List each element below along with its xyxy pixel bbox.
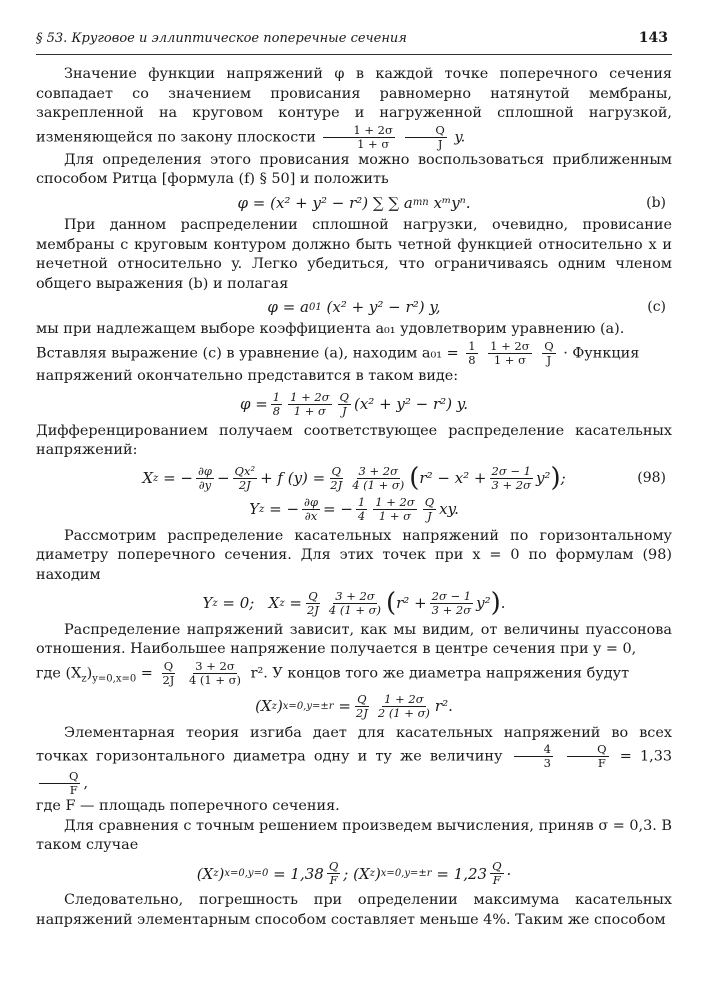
paragraph: напряжений окончательно представится в таком виде: [36, 367, 459, 384]
equation-98: X z = − $\frac{\partial\varphi}{\partial y}$ − $\frac{\text{Qx²}}{2J}$ + f (y) = $\frac{Q}{2J}$ 3 + 2σ 4 (1 + σ) ( r² − x² + $\frac{2\sigma - 1}{3 + 2\sigma}$ y² ) ; (98) [142, 463, 666, 494]
paragraph: При данном распределении сплошной нагрузки, очевидно, провисание мембраны с круговым контуром должно быть четной функцией относительно x и нечетной относительно y. Легко убедиться, что ограничиваясь одним членом общего выражения (b) и полагая [36, 216, 672, 292]
paragraph: где F — площадь поперечного сечения. [36, 798, 340, 815]
header-rule [36, 54, 672, 55]
page [36, 30, 672, 930]
equation-x0: Y z = 0; X z = $\frac{Q}{2J}$ 3 + 2σ 4 (1 + σ) ( r² + $\frac{2\sigma - 1}{3 + 2\sigma}$ y² ) . [202, 588, 506, 618]
paragraph: где $(X_z)_{y=0,x=0}$ = $\frac{Q}{2J}$ $\frac{3 + 2\sigma}{4 (1 + \sigma)}$ r². У концов того же диаметра напряжения будут [36, 658, 630, 687]
paragraph: Элементарная теория изгиба дает для касательных напряжений во всех точках горизонтального диаметра одну и ту же величину $\frac{4}{3}$ $\frac{Q}{F}$ = 1,33 $\frac{Q}{F}$ , [36, 724, 672, 798]
paragraph: Для определения этого провисания можно воспользоваться приближенным способом Ритца [формула (f) § 50] и положить [36, 151, 672, 188]
paragraph: Дифференцированием получаем соответствующее распределение касательных напряжений: [36, 422, 672, 459]
equation-yz: Y z = − $\frac{\partial\varphi}{\partial x}$ = − $\frac{1}{4}$ 1 + 2σ 1 + σ Q J xy. [249, 494, 459, 523]
page-number: 143 [638, 30, 668, 46]
equation-numeric: (X z ) x=0,y=0 = 1,38 Q F ; (X z ) x=0,y=±r = 1,23 Q F · [196, 859, 512, 888]
paragraph: Распределение напряжений зависит, как мы видим, от величины пуассонова отношения. Наибольшее напряжение получается в центре сечения при y = 0, [36, 621, 672, 658]
equation-b: φ = (x² + y² − r²) ∑ ∑ a mn xᵐyⁿ. (b) [237, 193, 666, 212]
equation-xr: (X z ) x=0,y=±r = $\frac{Q}{2J}$ 1 + 2σ 2 (1 + σ) r². [255, 691, 453, 720]
fraction: $\frac{1 + 2\sigma}{1 + \sigma}$ [323, 124, 394, 151]
section-title: § 53. Круговое и эллиптическое поперечные сечения [36, 31, 407, 46]
fraction: $\frac{Q}{J}$ [405, 124, 446, 151]
paragraph: мы при надлежащем выборе коэффициента a₀₁ удовлетворим уравнению (a). [36, 321, 625, 338]
paragraph: Следовательно, погрешность при определении максимума касательных напряжений элементарным способом составляет меньше 4%. Таким же способом [36, 892, 672, 928]
equation-phi: φ = $\frac{1}{8}$ 1 + 2σ 1 + σ Q J (x² + y² − r²) y. [239, 389, 469, 418]
paragraph: Значение функции напряжений φ в каждой точке поперечного сечения совпадает со значением провисания равномерно натянутой мембраны, закрепленной на круговом контуре и нагруженной сплошной нагрузкой, изменяющейся по закону плоскости $\frac{1 + 2\sigma}{1 + \sigma}$ $\frac{Q}{J}$ y. [36, 66, 672, 151]
running-header [36, 30, 672, 54]
equation-tag: (c) [647, 299, 666, 316]
equation-tag: (b) [646, 194, 666, 211]
paragraph: Для сравнения с точным решением произведем вычисления, приняв σ = 0,3. В таком случае [36, 817, 672, 854]
equation-c: φ = a 01 (x² + y² − r²) y, (c) [267, 298, 666, 317]
paragraph: Рассмотрим распределение касательных напряжений по горизонтальному диаметру поперечного сечения. Для этих точек при x = 0 по формулам (98) находим [36, 527, 672, 583]
equation-tag: (98) [637, 470, 666, 487]
paragraph: Вставляя выражение (c) в уравнение (a), находим a₀₁ = $\frac{1}{8}$ $\frac{1 + 2\sigma}{1 + \sigma}$ $\frac{Q}{J}$ · Функция [36, 338, 640, 367]
